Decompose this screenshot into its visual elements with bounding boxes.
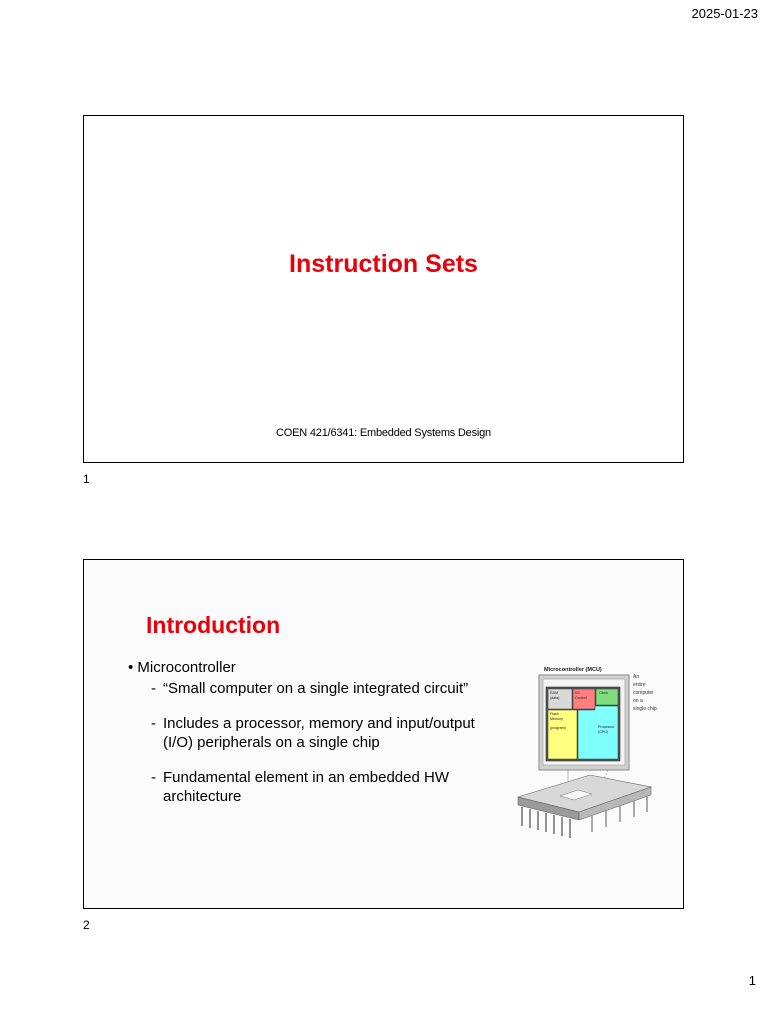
side-note-line-1: An (633, 674, 640, 680)
slide-1-subtitle: COEN 421/6341: Embedded Systems Design (276, 427, 491, 439)
clock-label: Clock (599, 691, 608, 695)
slide-2-bullet-list (128, 658, 508, 822)
cpu-sublabel: (CPU) (598, 730, 608, 734)
side-note-line-4: on a (633, 698, 643, 704)
program-label: (program) (550, 726, 566, 730)
ram-label: RAM (550, 691, 558, 695)
sub-item-fundamental: - Fundamental element in an embedded HW architecture (128, 768, 508, 806)
slide-2 (83, 559, 684, 909)
side-note-line-2: entire (633, 682, 646, 688)
figure-caption: Microcontroller (MCU) (544, 667, 602, 673)
slide-2-number: 2 (83, 918, 90, 932)
slide-1 (83, 115, 684, 463)
figure-side-note (633, 674, 658, 712)
side-note-line-3: computer (633, 690, 654, 696)
page-number: 1 (748, 973, 756, 988)
io-sublabel: Control (575, 696, 587, 700)
cpu-label: Processor (598, 725, 615, 729)
slide-2-title: Introduction (146, 612, 281, 638)
slide-1-number: 1 (83, 472, 90, 486)
flash-label: Flash (550, 712, 559, 716)
microcontroller-diagram (516, 660, 676, 860)
sub-item-definition: - “Small computer on a single integrated circuit” (128, 679, 508, 698)
sub-item-components: - Includes a processor, memory and input/output (I/O) peripherals on a single chip (128, 714, 508, 752)
microcontroller-figure (516, 660, 676, 860)
ram-sublabel: (data) (550, 696, 560, 700)
slide-1-title: Instruction Sets (289, 250, 478, 278)
page-date: 2025-01-23 (691, 6, 758, 21)
bullet-microcontroller: • Microcontroller (128, 658, 508, 677)
io-label: I/O (575, 691, 580, 695)
flash-sublabel: Memory (550, 717, 563, 721)
side-note-line-5: single chip. (633, 706, 659, 712)
